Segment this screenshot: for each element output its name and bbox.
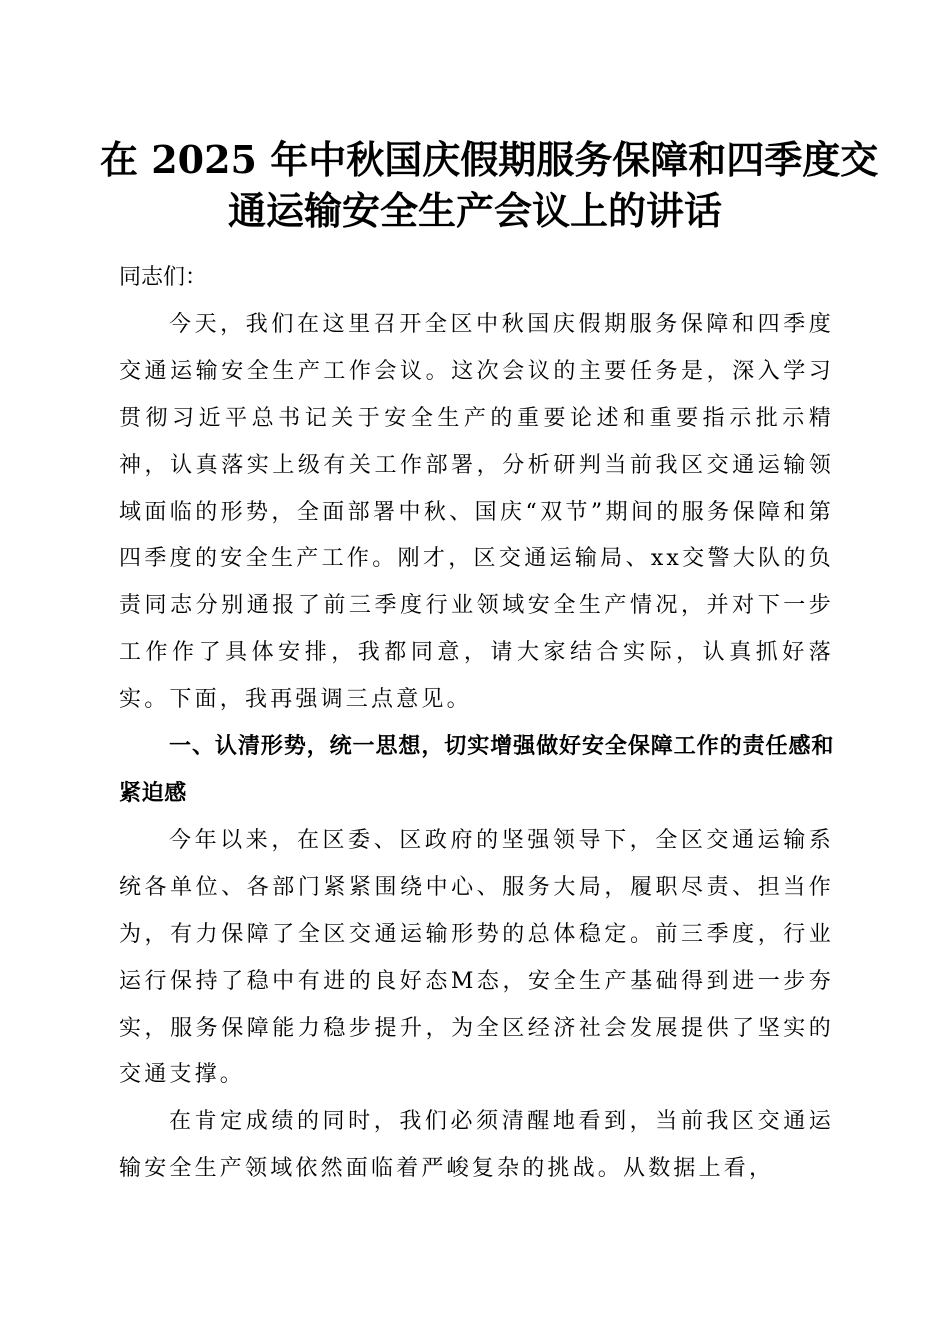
paragraph-challenges: 在肯定成绩的同时，我们必须清醒地看到，当前我区交通运输安全生产领域依然面临着严峻复杂的挑战。从数据上看， [119,1109,834,1182]
paragraph-achievements: 今年以来，在区委、区政府的坚强领导下，全区交通运输系统各单位、各部门紧紧围绕中心、服务大局，履职尽责、担当作为，有力保障了全区交通运输形势的总体稳定。前三季度，行业运行保持了稳中有进的良好态M态，安全生产基础得到进一步夯实，服务保障能力稳步提升，为全区经济社会发展提供了坚实的交通支撑。 [119,827,834,1088]
title-line-2: 通运输安全生产会议上的讲话 [227,188,722,233]
document-title [100,134,879,236]
title-line-1: 在 2025 年中秋国庆假期服务保障和四季度交 [100,137,879,182]
document-body [119,255,834,1193]
section-heading-1: 一、认清形势，统一思想，切实增强做好安全保障工作的责任感和紧迫感 [119,734,834,806]
greeting: 同志们： [119,265,208,290]
paragraph-intro: 今天，我们在这里召开全区中秋国庆假期服务保障和四季度交通运输安全生产工作会议。这次会议的主要任务是，深入学习贯彻习近平总书记关于安全生产的重要论述和重要指示批示精神，认真落实上级有关工作部署，分析研判当前我区交通运输领域面临的形势，全面部署中秋、国庆“双节”期间的服务保障和第四季度的安全生产工作。刚才，区交通运输局、xx交警大队的负责同志分别通报了前三季度行业领域安全生产情况，并对下一步工作作了具体安排，我都同意，请大家结合实际，认真抓好落实。下面，我再强调三点意见。 [119,311,834,713]
